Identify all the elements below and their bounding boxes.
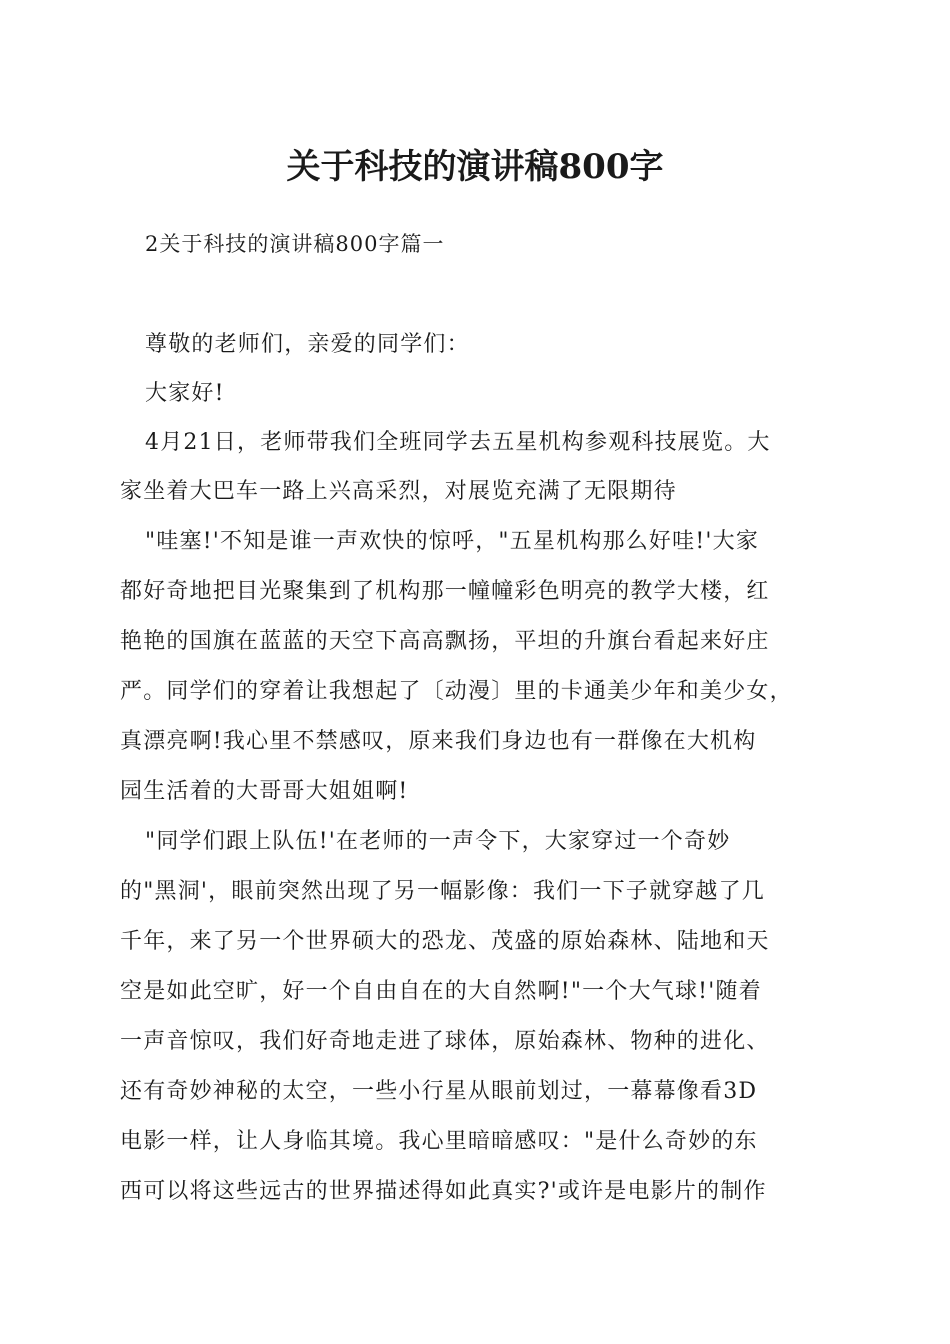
paragraph-line: 都好奇地把目光聚集到了机构那一幢幢彩色明亮的教学大楼，红 — [120, 579, 770, 604]
section-heading: 2关于科技的演讲稿800字篇一 — [145, 232, 445, 256]
paragraph-line: 严。同学们的穿着让我想起了〔动漫〕里的卡通美少年和美少女， — [120, 679, 793, 704]
paragraph-line: 艳艳的国旗在蓝蓝的天空下高高飘扬，平坦的升旗台看起来好庄 — [120, 629, 770, 654]
document-title: 关于科技的演讲稿800字 — [286, 147, 664, 187]
paragraph-line: 的"黑洞'，眼前突然出现了另一幅影像：我们一下子就穿越了几 — [120, 879, 765, 904]
paragraph-line: 还有奇妙神秘的太空，一些小行星从眼前划过，一幕幕像看3D — [120, 1079, 758, 1104]
paragraph-line: 4月21日，老师带我们全班同学去五星机构参观科技展览。大 — [145, 430, 771, 455]
paragraph-line: 真漂亮啊!我心里不禁感叹，原来我们身边也有一群像在大机构 — [120, 729, 757, 754]
paragraph-line: 园生活着的大哥哥大姐姐啊! — [120, 779, 409, 804]
paragraph-line: "同学们跟上队伍!'在老师的一声令下，大家穿过一个奇妙 — [145, 829, 731, 854]
paragraph-line: 西可以将这些远古的世界描述得如此真实?'或许是电影片的制作 — [120, 1179, 767, 1204]
paragraph-line: 电影一样，让人身临其境。我心里暗暗感叹："是什么奇妙的东 — [120, 1129, 758, 1154]
paragraph-line: "哇塞!'不知是谁一声欢快的惊呼，"五星机构那么好哇!'大家 — [145, 529, 760, 554]
paragraph-line: 千年，来了另一个世界硕大的恐龙、茂盛的原始森林、陆地和天 — [120, 929, 770, 954]
paragraph-line: 尊敬的老师们，亲爱的同学们： — [145, 332, 470, 357]
paragraph-line: 一声音惊叹，我们好奇地走进了球体，原始森林、物种的进化、 — [120, 1029, 770, 1054]
paragraph-line: 家坐着大巴车一路上兴高采烈，对展览充满了无限期待 — [120, 479, 677, 504]
paragraph-line: 空是如此空旷，好一个自由自在的大自然啊!"一个大气球!'随着 — [120, 979, 762, 1004]
paragraph-line: 大家好! — [145, 381, 225, 406]
